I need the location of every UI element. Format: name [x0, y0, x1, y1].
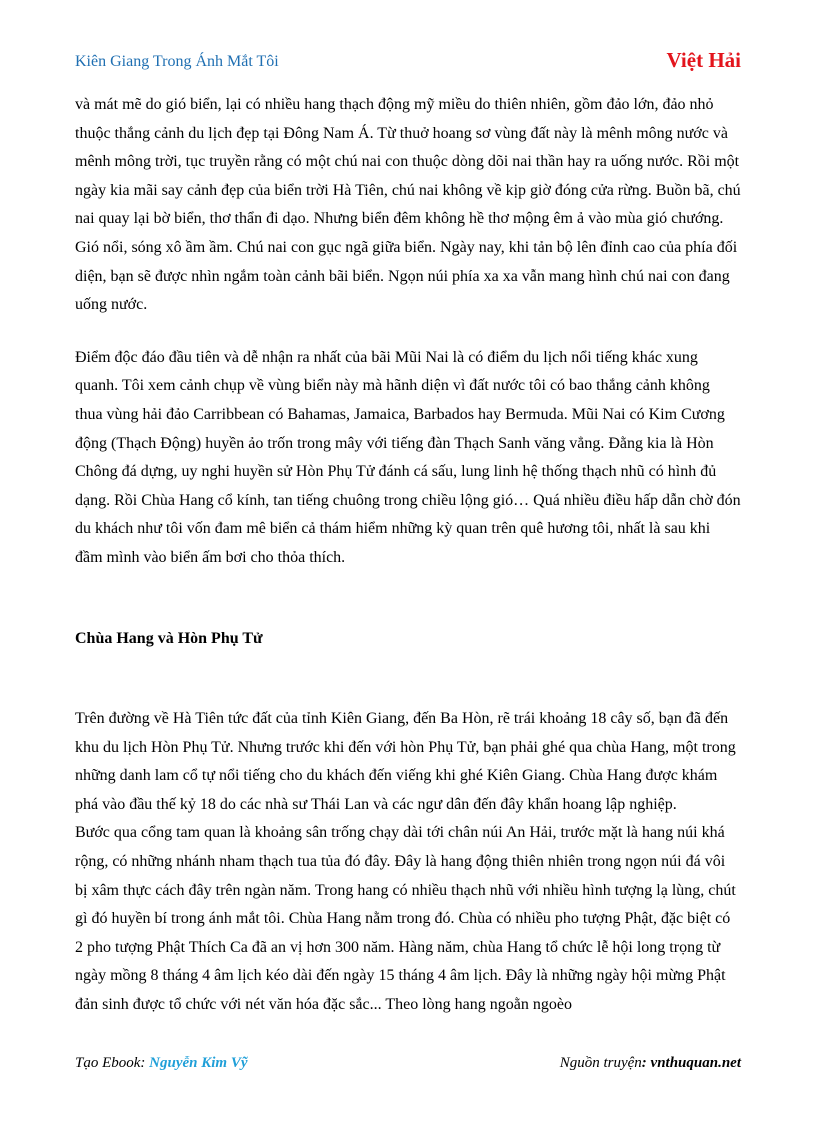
source-site: vnthuquan.net [650, 1055, 741, 1071]
book-title: Kiên Giang Trong Ánh Mắt Tôi [75, 53, 279, 70]
source-credit-label: Nguồn truyện [559, 1055, 642, 1071]
book-author: Việt Hải [666, 48, 741, 72]
page-body [75, 91, 741, 1020]
paragraph-2: Điểm độc đáo đầu tiên và dễ nhận ra nhất của bãi Mũi Nai là có điểm du lịch nổi tiếng khác xung quanh. Tôi xem cảnh chụp về vùng biển này mà hãnh diện vì đất nước tôi có bao thắng cảnh không thua vùng hải đảo Carribbean có Bahamas, Jamaica, Barbados hay Bermuda. Mũi Nai có Kim Cương động (Thạch Động) huyền ảo trốn trong mây với tiếng đàn Thạch Sanh văng vẳng. Đằng kia là Hòn Chông đá dựng, uy nghi huyền sử Hòn Phụ Tử đánh cá sấu, lung linh hệ thống thạch nhũ có hình đủ dạng. Rồi Chùa Hang cổ kính, tan tiếng chuông trong chiều lộng gió… Quá nhiều điều hấp dẫn chờ đón du khách như tôi vốn đam mê biển cả thám hiểm những kỳ quan trên quê hương tôi, nhất là sau khi đầm mình vào biển ấm bơi cho thỏa thích. [75, 348, 741, 566]
source-credit [560, 1055, 741, 1072]
page-footer [75, 1055, 741, 1079]
ebook-credit [75, 1055, 248, 1072]
paragraph-1: và mát mẽ do gió biển, lại có nhiều hang thạch động mỹ miều do thiên nhiên, gồm đảo lớn, đảo nhỏ thuộc thắng cảnh du lịch đẹp tại Đông Nam Á. Từ thuở hoang sơ vùng đất này là mênh mông nước và mênh mông trời, tục truyền rằng có một chú nai con thuộc dòng dõi nai thần hay ra uống nước. Rồi một ngày kia mãi say cảnh đẹp của biển trời Hà Tiên, chú nai không về kịp giờ đóng cửa rừng. Buồn bã, chú nai quay lại bờ biển, thơ thẩn đi dạo. Nhưng biển đêm không hề thơ mộng êm ả vào mùa gió chướng. Gió nổi, sóng xô ầm ầm. Chú nai con gục ngã giữa biển. Ngày nay, khi tản bộ lên đỉnh cao của phía đối diện, bạn sẽ được nhìn ngắm toàn cảnh bãi biển. Ngọn núi phía xa xa vẫn mang hình chú nai con đang uống nước. [75, 96, 741, 314]
ebook-credit-separator: : [140, 1055, 150, 1071]
paragraph-3: Trên đường về Hà Tiên tức đất của tỉnh Kiên Giang, đến Ba Hòn, rẽ trái khoảng 18 cây số, bạn đã đến khu du lịch Hòn Phụ Tử. Nhưng trước khi đến với hòn Phụ Tử, bạn phải ghé qua chùa Hang, một trong những danh lam cổ tự nổi tiếng cho du khách đến viếng khi ghé Kiên Giang. Chùa Hang được khám phá vào đầu thế kỷ 18 do các nhà sư Thái Lan và các ngư dân đến đây khẩn hoang lập nghiệp. [75, 710, 736, 813]
paragraph-4: Bước qua cổng tam quan là khoảng sân trống chạy dài tới chân núi An Hải, trước mặt là hang núi khá rộng, có những nhánh nham thạch tua tủa đó đây. Đây là hang động thiên nhiên trong ngọn núi đá vôi bị xâm thực cách đây trên ngàn năm. Trong hang có nhiều thạch nhũ với nhiều hình tượng lạ lùng, chút gì đó huyền bí trong ánh mắt tôi. Chùa Hang nằm trong đó. Chùa có nhiều pho tượng Phật, đặc biệt có 2 pho tượng Phật Thích Ca đã an vị hơn 300 năm. Hàng năm, chùa Hang tổ chức lễ hội long trọng từ ngày mồng 8 tháng 4 âm lịch kéo dài đến ngày 15 tháng 4 âm lịch. Đây là những ngày hội mừng Phật đản sinh được tổ chức với nét văn hóa đặc sắc... Theo lòng hang ngoằn ngoèo [75, 824, 736, 1014]
ebook-credit-label: Tạo Ebook [75, 1055, 141, 1071]
section-heading: Chùa Hang và Hòn Phụ Tử [75, 629, 263, 647]
source-credit-separator: : [641, 1055, 651, 1071]
page-header [75, 48, 741, 78]
ebook-creator: Nguyễn Kim Vỹ [149, 1055, 248, 1071]
